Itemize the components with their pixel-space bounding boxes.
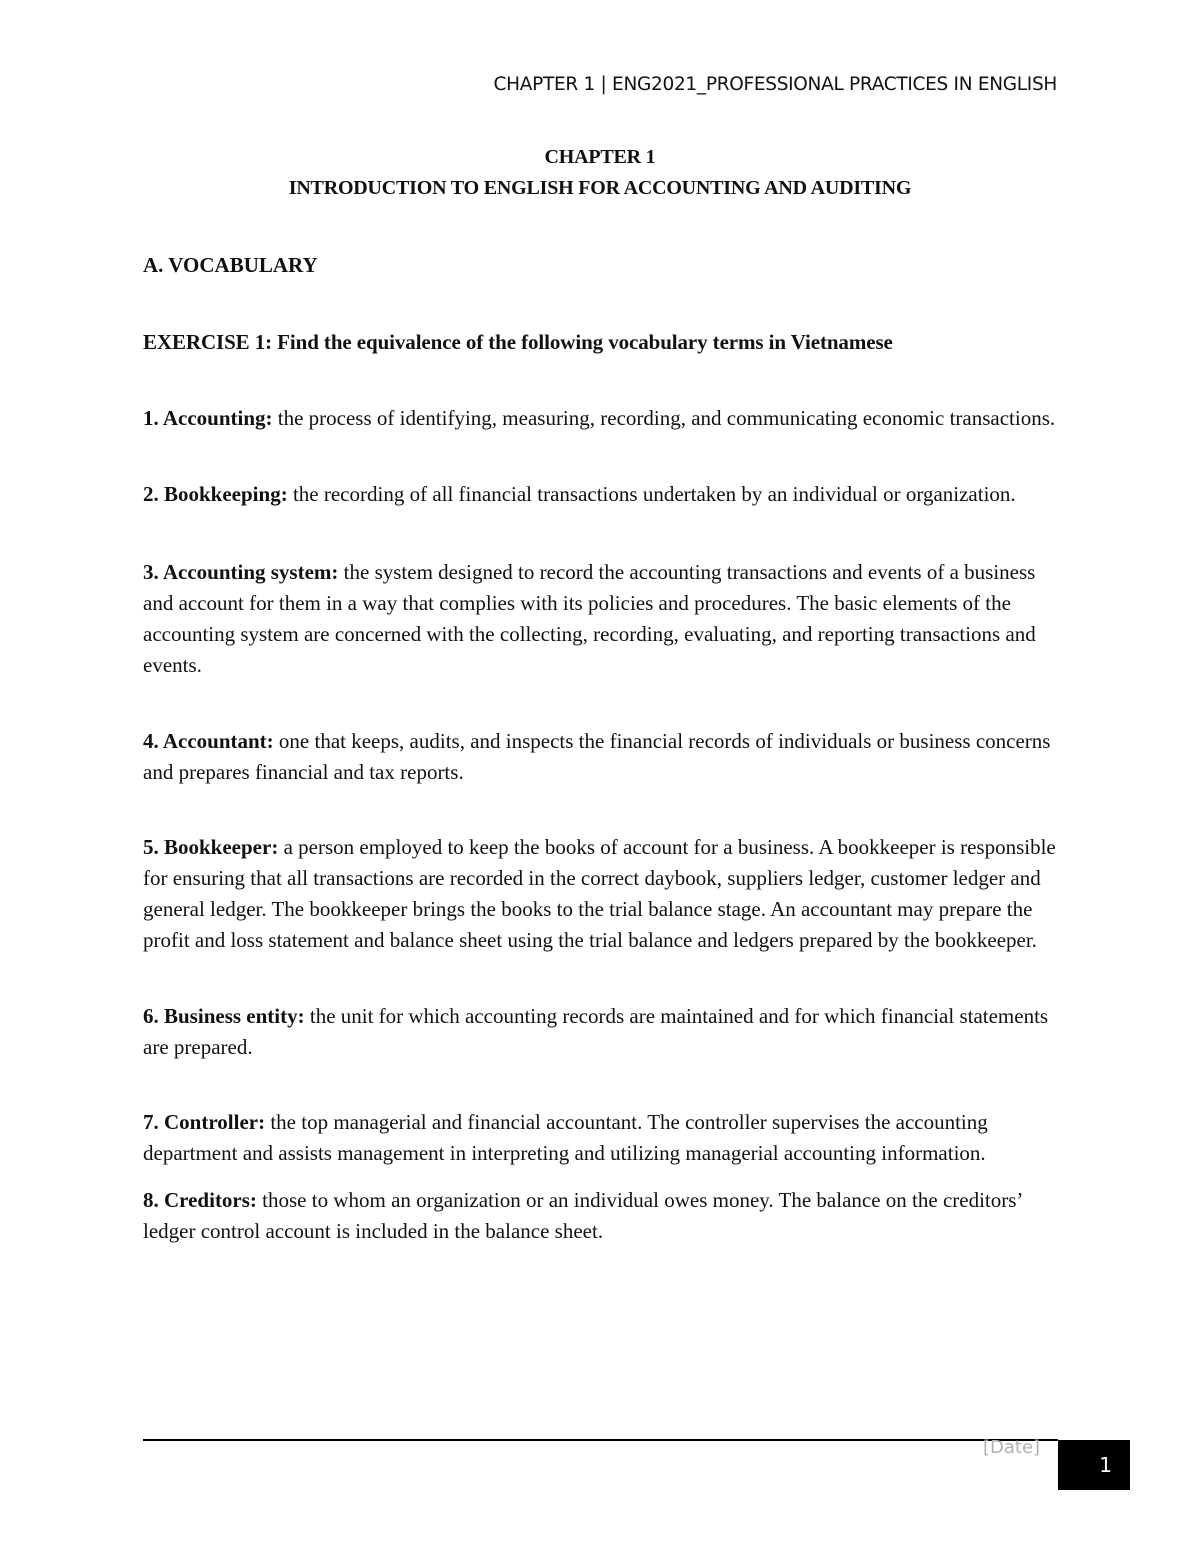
exercise-heading: EXERCISE 1: Find the equivalence of the following vocabulary terms in Vietnamese <box>143 330 893 354</box>
chapter-title-block <box>0 142 1200 204</box>
vocabulary-entry <box>143 726 1063 788</box>
vocabulary-definition: a person employed to keep the books of account for a business. A bookkeeper is responsible for ensuring that all transactions are recorded in the correct daybook, suppliers ledger, customer ledger and general ledger. The bookkeeper brings the books to the trial balance stage. An accountant may prepare the profit and loss statement and balance sheet using the trial balance and ledgers prepared by the bookkeeper. <box>143 835 1056 952</box>
vocabulary-term: 6. Business entity: <box>143 1004 305 1028</box>
vocabulary-entry <box>143 479 1063 510</box>
vocabulary-list <box>143 403 1063 1247</box>
vocabulary-entry <box>143 557 1063 681</box>
vocabulary-entry <box>143 1185 1063 1247</box>
vocabulary-term: 2. Bookkeeping: <box>143 482 288 506</box>
vocabulary-definition: one that keeps, audits, and inspects the financial records of individuals or business concerns and prepares financial and tax reports. <box>143 729 1051 784</box>
vocabulary-definition: the system designed to record the accounting transactions and events of a business and account for them in a way that complies with its policies and procedures. The basic elements of the accounting system are concerned with the collecting, recording, evaluating, and reporting transactions and events. <box>143 560 1036 677</box>
vocabulary-definition: the recording of all financial transactions undertaken by an individual or organization. <box>287 482 1016 506</box>
vocabulary-definition: the top managerial and financial accountant. The controller supervises the accounting department and assists management in interpreting and utilizing managerial accounting information. <box>143 1110 988 1165</box>
chapter-subtitle: INTRODUCTION TO ENGLISH FOR ACCOUNTING AND AUDITING <box>288 177 912 199</box>
page-number: 1 <box>1099 1453 1112 1477</box>
vocabulary-definition: those to whom an organization or an individual owes money. The balance on the creditors’ ledger control account is included in the balance sheet. <box>143 1188 1022 1243</box>
running-header: CHAPTER 1 | ENG2021_PROFESSIONAL PRACTICES IN ENGLISH <box>493 74 1057 95</box>
footer-date-placeholder: [Date] <box>983 1437 1041 1458</box>
vocabulary-term: 3. Accounting system: <box>143 560 339 584</box>
page-number-box <box>1058 1440 1130 1490</box>
footer-rule <box>143 1439 1058 1441</box>
vocabulary-term: 5. Bookkeeper: <box>143 835 279 859</box>
vocabulary-entry <box>143 1001 1063 1063</box>
chapter-title: CHAPTER 1 <box>544 146 656 168</box>
vocabulary-term: 8. Creditors: <box>143 1188 257 1212</box>
vocabulary-entry <box>143 1107 1063 1169</box>
vocabulary-entry <box>143 832 1063 956</box>
vocabulary-term: 7. Controller: <box>143 1110 266 1134</box>
vocabulary-definition: the unit for which accounting records are maintained and for which financial statements are prepared. <box>143 1004 1049 1059</box>
section-heading: A. VOCABULARY <box>143 253 318 277</box>
vocabulary-term: 4. Accountant: <box>143 729 274 753</box>
vocabulary-definition: the process of identifying, measuring, recording, and communicating economic transactions. <box>272 406 1056 430</box>
vocabulary-term: 1. Accounting: <box>143 406 273 430</box>
vocabulary-entry <box>143 403 1063 434</box>
